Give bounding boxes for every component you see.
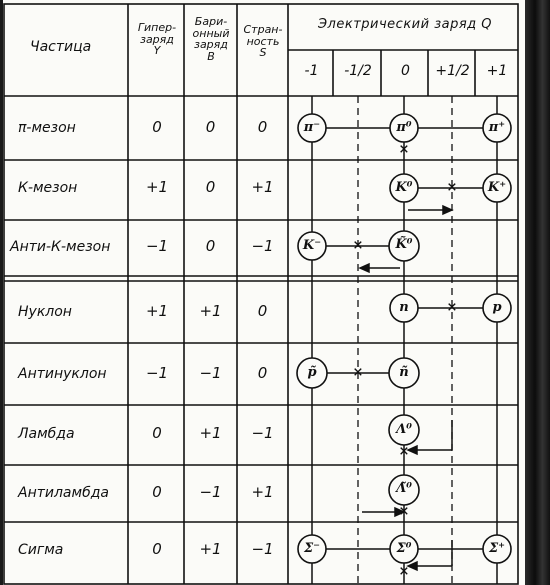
cross-marker: × [352,365,364,380]
hypercharge-value: 0 [152,483,162,501]
strangeness-value: −1 [251,424,274,442]
particle-sigma-plus: Σ⁺ [488,541,506,556]
hypercharge-value: 0 [152,424,162,442]
row-name: π-мезон [18,120,76,136]
baryon-value: 0 [205,178,216,196]
header-particle: Частица [30,39,92,55]
charge-value: +1/2 [435,63,470,79]
strangeness-value: 0 [257,118,268,136]
cross-marker: × [398,564,410,579]
particle-pi-minus: π⁻ [303,120,321,135]
baryon-value: 0 [205,237,216,255]
baryon-value: +1 [199,424,222,442]
row-name: Антиламбда [18,485,109,501]
header-strangeness: Стран- ность S [243,23,283,60]
row-name: Антинуклон [18,366,107,382]
particle-k-zero: K⁰ [395,180,413,195]
strangeness-value: +1 [251,178,274,196]
charge-value: -1 [304,63,319,79]
particle-proton: p [492,300,502,315]
baryon-value: 0 [205,118,216,136]
strangeness-value: −1 [251,237,274,255]
row-name: Ламбда [18,426,75,442]
baryon-value: −1 [199,364,222,382]
charge-value: 0 [401,63,410,79]
charge-value: +1 [486,63,508,79]
hypercharge-value: +1 [145,178,169,196]
particle-k-plus: K⁺ [487,180,507,195]
strangeness-value: 0 [257,302,268,320]
particle-pi-plus: π⁺ [488,120,506,135]
row-name: Анти-К-мезон [10,239,111,255]
baryon-value: −1 [199,483,222,501]
particle-sigma-zero: Σ⁰ [396,541,412,556]
row-name: Сигма [18,542,64,558]
particle-anti-k-zero: K̃⁰ [395,237,413,252]
hypercharge-value: −1 [145,237,169,255]
row-name: Нуклон [18,304,72,320]
particle-anti-proton: p̃ [307,365,317,380]
cross-marker: × [398,142,410,157]
particle-k-minus: K⁻ [302,238,322,253]
strangeness-value: −1 [251,540,274,558]
row-name: К-мезон [18,180,78,196]
baryon-value: +1 [199,540,222,558]
header-hypercharge: Гипер- заряд Y [137,21,177,58]
particle-sigma-minus: Σ⁻ [303,541,321,556]
hypercharge-value: −1 [145,364,169,382]
cross-marker: × [446,300,458,315]
particle-anti-lambda: Λ̃⁰ [396,481,412,496]
charge-value: -1/2 [344,63,372,79]
hypercharge-value: 0 [152,540,162,558]
cross-marker: × [446,180,458,195]
cross-marker: × [398,444,410,459]
hypercharge-value: 0 [152,118,162,136]
header-electric-charge: Электрический заряд Q [317,17,493,32]
strangeness-value: +1 [251,483,274,501]
particle-pi-zero: π⁰ [396,120,412,135]
strangeness-value: 0 [257,364,268,382]
particle-lambda: Λ⁰ [396,422,412,437]
header-baryon-charge: Бари- онный заряд B [192,15,230,63]
cross-marker: × [398,504,410,519]
hypercharge-value: +1 [145,302,169,320]
particle-anti-neutron: ñ [399,365,409,380]
particle-neutron: n [399,300,409,315]
baryon-value: +1 [199,302,222,320]
cross-marker: × [352,238,364,253]
